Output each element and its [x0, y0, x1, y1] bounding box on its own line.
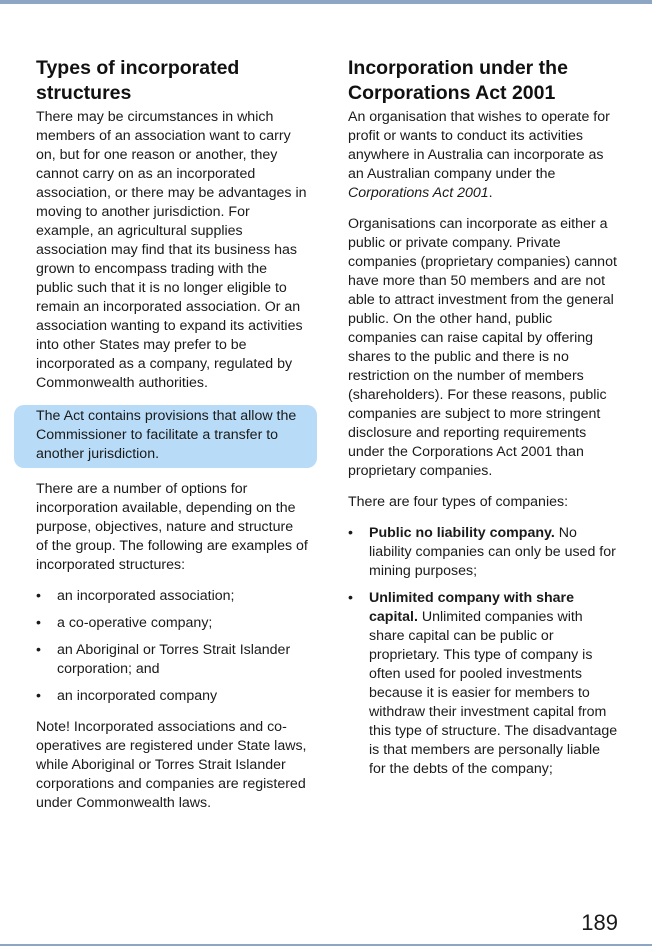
- page-number: 189: [581, 910, 618, 935]
- right-column: [348, 56, 620, 791]
- type-desc: No liability companies can only be used for mining purposes;: [369, 525, 616, 579]
- type-name: Public no liability company.: [369, 525, 555, 541]
- note-paragraph: Note! Incorporated associations and co-operatives are registered under State laws, while Aboriginal or Torres Strait Islander corporations and companies are registered under Commonwealth laws.: [36, 719, 307, 811]
- callout-text: The Act contains provisions that allow the Commissioner to facilitate a transfer to another jurisdiction.: [36, 408, 297, 462]
- list-item: [348, 589, 620, 779]
- callout-box: [14, 405, 317, 468]
- bullet-icon: •: [348, 525, 353, 541]
- list-item: • an incorporated association;: [36, 588, 235, 604]
- top-rule: [0, 0, 652, 4]
- bullet-icon: •: [36, 615, 41, 631]
- types-heading: Types of incorporated structures: [36, 57, 240, 104]
- bullet-icon: •: [36, 688, 41, 704]
- act-name: Corporations Act 2001: [348, 185, 489, 201]
- bullet-icon: •: [36, 588, 41, 604]
- bullet-icon: •: [348, 590, 353, 606]
- corporations-intro: An organisation that wishes to operate for profit or wants to conduct its activities anywhere in Australia can incorporate as an Australian company under the Corporations Act 2001.: [348, 109, 610, 201]
- list-item: • an incorporated company: [36, 688, 218, 704]
- list-item: • a co-operative company;: [36, 615, 213, 631]
- company-types-paragraph: Organisations can incorporate as either a public or private company. Private companies (proprietary companies) cannot have more than 50 members and are not able to attract investment from the general public. On the other hand, public companies can raise capital by offering shares to the public and there is no restriction on the number of members (shareholders). For these reasons, public companies are subject to more stringent disclosure and reporting requirements under the Corporations Act 2001 than proprietary companies.: [348, 216, 617, 479]
- intro-paragraph: There may be circumstances in which members of an association want to carry on, but for one reason or another, they cannot carry on as an incorporated association, or there may be advantages in moving to another jurisdiction. For example, an agricultural supplies association may find that its business has grown to encompass trading with the public such that it is no longer eligible to remain an incorporated association. Or an association wanting to expand its activities into other States may prefer to be incorporated as a company, regulated by Commonwealth authorities.: [36, 109, 307, 391]
- structures-list: [36, 587, 308, 706]
- company-types-list: [348, 524, 620, 779]
- list-item: • an Aboriginal or Torres Strait Islander corporation; and: [36, 642, 291, 677]
- list-item: [348, 524, 620, 581]
- type-name: Unlimited company with share capital.: [369, 590, 574, 625]
- options-paragraph: There are a number of options for incorporation available, depending on the purpose, objectives, nature and structure of the group. The following are examples of incorporated structures:: [36, 481, 308, 573]
- corporations-heading: Incorporation under the Corporations Act 2001: [348, 57, 568, 104]
- bullet-icon: •: [36, 642, 41, 658]
- left-column: [36, 56, 308, 825]
- type-desc: Unlimited companies with share capital can be public or proprietary. This type of company is often used for pooled investments because it is easier for members to withdraw their investment capital from this type of structure. The disadvantage is that members are personally liable for the debts of the company;: [369, 609, 618, 777]
- four-types-intro: There are four types of companies:: [348, 494, 569, 510]
